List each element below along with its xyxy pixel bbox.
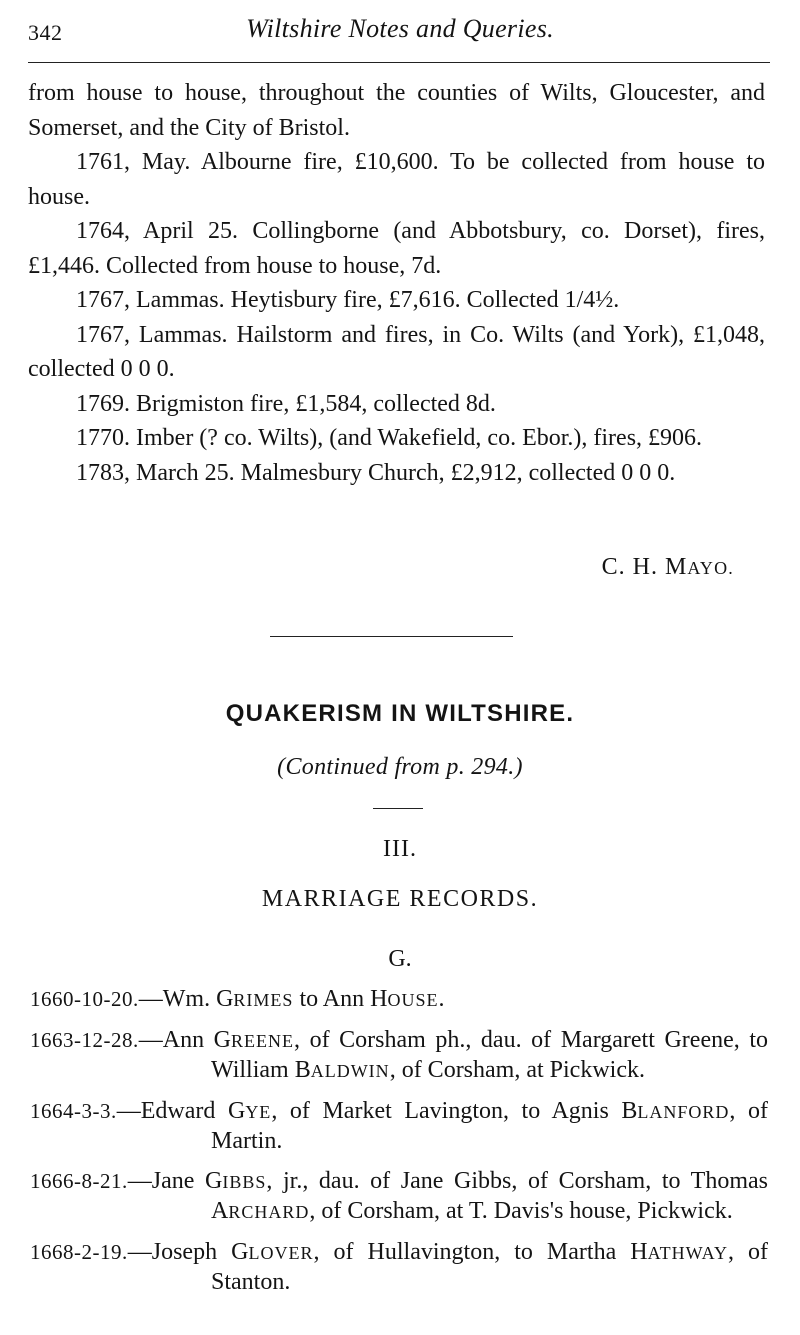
record-surname: G — [213, 1027, 231, 1053]
record-surname: B — [294, 1057, 311, 1083]
record-date: 1664-3-3. — [30, 1099, 117, 1123]
record-surname: YE — [245, 1102, 272, 1122]
record-surname: G — [205, 1168, 223, 1194]
record-entry — [30, 1238, 768, 1297]
record-entry — [30, 1097, 768, 1156]
record-surname: H — [630, 1239, 648, 1265]
paragraph: from house to house, throughout the counties of Wilts, Gloucester, and Somerset, and the City of Bristol. — [28, 80, 765, 141]
record-surname: B — [621, 1098, 638, 1124]
record-text: , of Corsham, at T. Davis's house, Pickwick. — [309, 1198, 733, 1224]
paragraph: 1783, March 25. Malmesbury Church, £2,912, collected 0 0 0. — [76, 459, 676, 486]
marriage-records — [30, 985, 768, 1308]
paragraph: 1761, May. Albourne fire, £10,600. To be collected from house to house. — [28, 149, 765, 210]
article-subtitle: (Continued from p. 294.) — [277, 754, 523, 780]
paragraph: 1767, Lammas. Hailstorm and fires, in Co. Wilts (and York), £1,048, collected 0 0 0. — [28, 321, 765, 382]
signature — [602, 554, 734, 581]
short-divider — [373, 808, 423, 809]
record-text: , of Martin. — [211, 1098, 768, 1154]
article-title: QUAKERISM IN WILTSHIRE. — [225, 700, 575, 727]
record-text: , of Corsham, at Pickwick. — [389, 1057, 645, 1083]
section-divider — [270, 636, 513, 637]
record-text: to Ann — [293, 986, 371, 1012]
record-entry — [30, 985, 768, 1015]
part-number: III. — [383, 836, 417, 862]
record-surname: RIMES — [233, 990, 294, 1010]
record-entry — [30, 1167, 768, 1227]
record-surname: ALDWIN — [310, 1061, 390, 1081]
paragraph: 1769. Brigmiston fire, £1,584, collected 8d. — [76, 390, 496, 417]
record-text: , of Market Lavington, to Agnis — [271, 1098, 622, 1124]
record-surname: A — [211, 1198, 229, 1224]
record-text: , jr., dau. of Jane Gibbs, of Corsham, to Thomas — [266, 1168, 768, 1194]
section-heading: MARRIAGE RECORDS. — [261, 886, 539, 912]
record-text: —Wm. — [138, 986, 217, 1012]
record-surname: LANFORD — [637, 1102, 730, 1122]
record-date: 1660-10-20. — [30, 987, 139, 1011]
record-text: , of Stanton. — [211, 1239, 768, 1295]
signature-surname: AYO. — [687, 558, 734, 578]
paragraph: 1767, Lammas. Heytisbury fire, £7,616. Collected 1/4½. — [76, 287, 620, 313]
running-title: Wiltshire Notes and Queries. — [246, 14, 554, 43]
record-text: , of Corsham ph., dau. of Margarett Greene, to William — [211, 1027, 768, 1083]
record-entry — [30, 1026, 768, 1086]
record-date: 1668-2-19. — [30, 1240, 128, 1264]
record-date: 1666-8-21. — [30, 1169, 128, 1193]
paragraph: 1770. Imber (? co. Wilts), (and Wakefield, co. Ebor.), fires, £906. — [76, 425, 703, 451]
continuation-text — [28, 76, 765, 490]
record-surname: IBBS — [222, 1172, 267, 1192]
record-text: —Ann — [138, 1027, 214, 1053]
record-surname: ATHWAY — [647, 1243, 728, 1263]
record-surname: H — [370, 986, 388, 1012]
paragraph: 1764, April 25. Collingborne (and Abbotsbury, co. Dorset), fires, £1,446. Collected from house to house, 7d. — [28, 218, 765, 279]
record-surname: G — [216, 986, 234, 1012]
record-surname: G — [227, 1098, 246, 1124]
record-surname: G — [231, 1239, 249, 1265]
page-number: 342 — [28, 20, 63, 45]
record-text: —Jane — [127, 1168, 205, 1194]
header-rule — [28, 62, 770, 63]
record-text: . — [438, 986, 445, 1012]
record-surname: RCHARD — [228, 1202, 310, 1222]
record-surname: REENE — [231, 1031, 294, 1051]
record-text: —Joseph — [127, 1239, 232, 1265]
record-text: , of Hullavington, to Martha — [313, 1239, 631, 1265]
signature-initials: C. H. M — [601, 554, 688, 580]
record-surname: LOVER — [248, 1243, 314, 1263]
record-surname: OUSE — [387, 990, 439, 1010]
record-text: —Edward — [116, 1098, 228, 1124]
letter-heading: G. — [388, 946, 412, 972]
record-date: 1663-12-28. — [30, 1028, 139, 1052]
